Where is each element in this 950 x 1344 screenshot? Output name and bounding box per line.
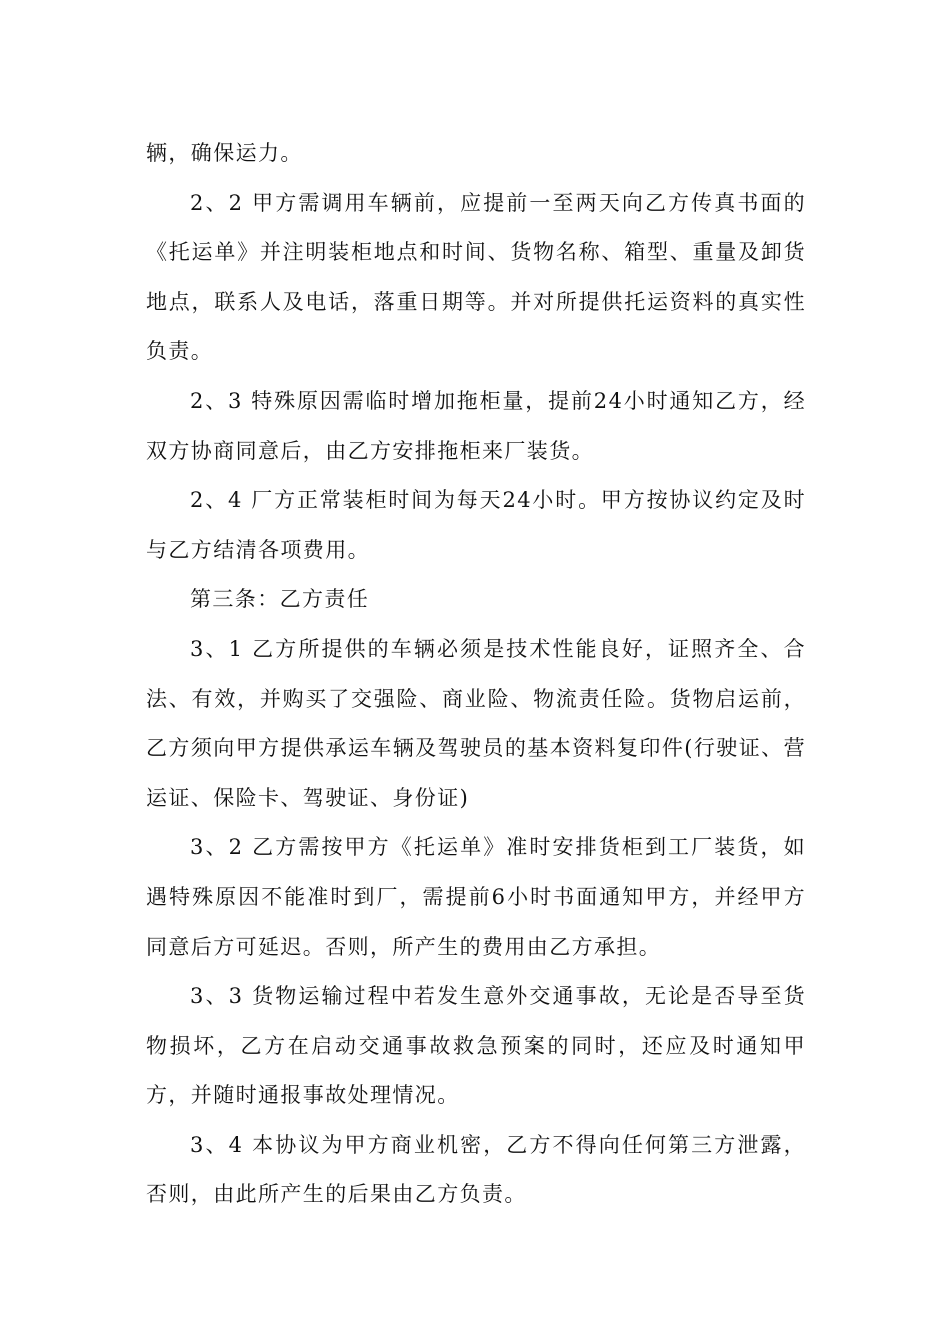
clause-2-3: 2、3 特殊原因需临时增加拖柜量，提前24小时通知乙方，经双方协商同意后，由乙方安排拖柜来厂装货。 xyxy=(146,388,806,463)
clause-3-1: 3、1 乙方所提供的车辆必须是技术性能良好，证照齐全、合法、有效，并购买了交强险、商业险、物流责任险。货物启运前，乙方须向甲方提供承运车辆及驾驶员的基本资料复印件(行驶证、营运证、保险卡、驾驶证、身份证) xyxy=(146,636,806,810)
clause-3-2: 3、2 乙方需按甲方《托运单》准时安排货柜到工厂装货，如遇特殊原因不能准时到厂，需提前6小时书面通知甲方，并经甲方同意后方可延迟。否则，所产生的费用由乙方承担。 xyxy=(146,835,806,959)
document-body xyxy=(146,129,806,1220)
clause-2-4: 2、4 厂方正常装柜时间为每天24小时。甲方按协议约定及时与乙方结清各项费用。 xyxy=(146,488,806,562)
clause-3-3: 3、3 货物运输过程中若发生意外交通事故，无论是否导至货物损坏，乙方在启动交通事故救急预案的同时，还应及时通知甲方，并随时通报事故处理情况。 xyxy=(146,984,806,1108)
clause-3-4: 3、4 本协议为甲方商业机密，乙方不得向任何第三方泄露，否则，由此所产生的后果由乙方负责。 xyxy=(146,1132,806,1207)
section-heading-article-3: 第三条：乙方责任 xyxy=(190,587,370,612)
clause-2-2: 2、2 甲方需调用车辆前，应提前一至两天向乙方传真书面的《托运单》并注明装柜地点和时间、货物名称、箱型、重量及卸货地点，联系人及电话，落重日期等。并对所提供托运资料的真实性负责。 xyxy=(146,190,806,364)
paragraph-continuation: 辆，确保运力。 xyxy=(146,141,303,165)
